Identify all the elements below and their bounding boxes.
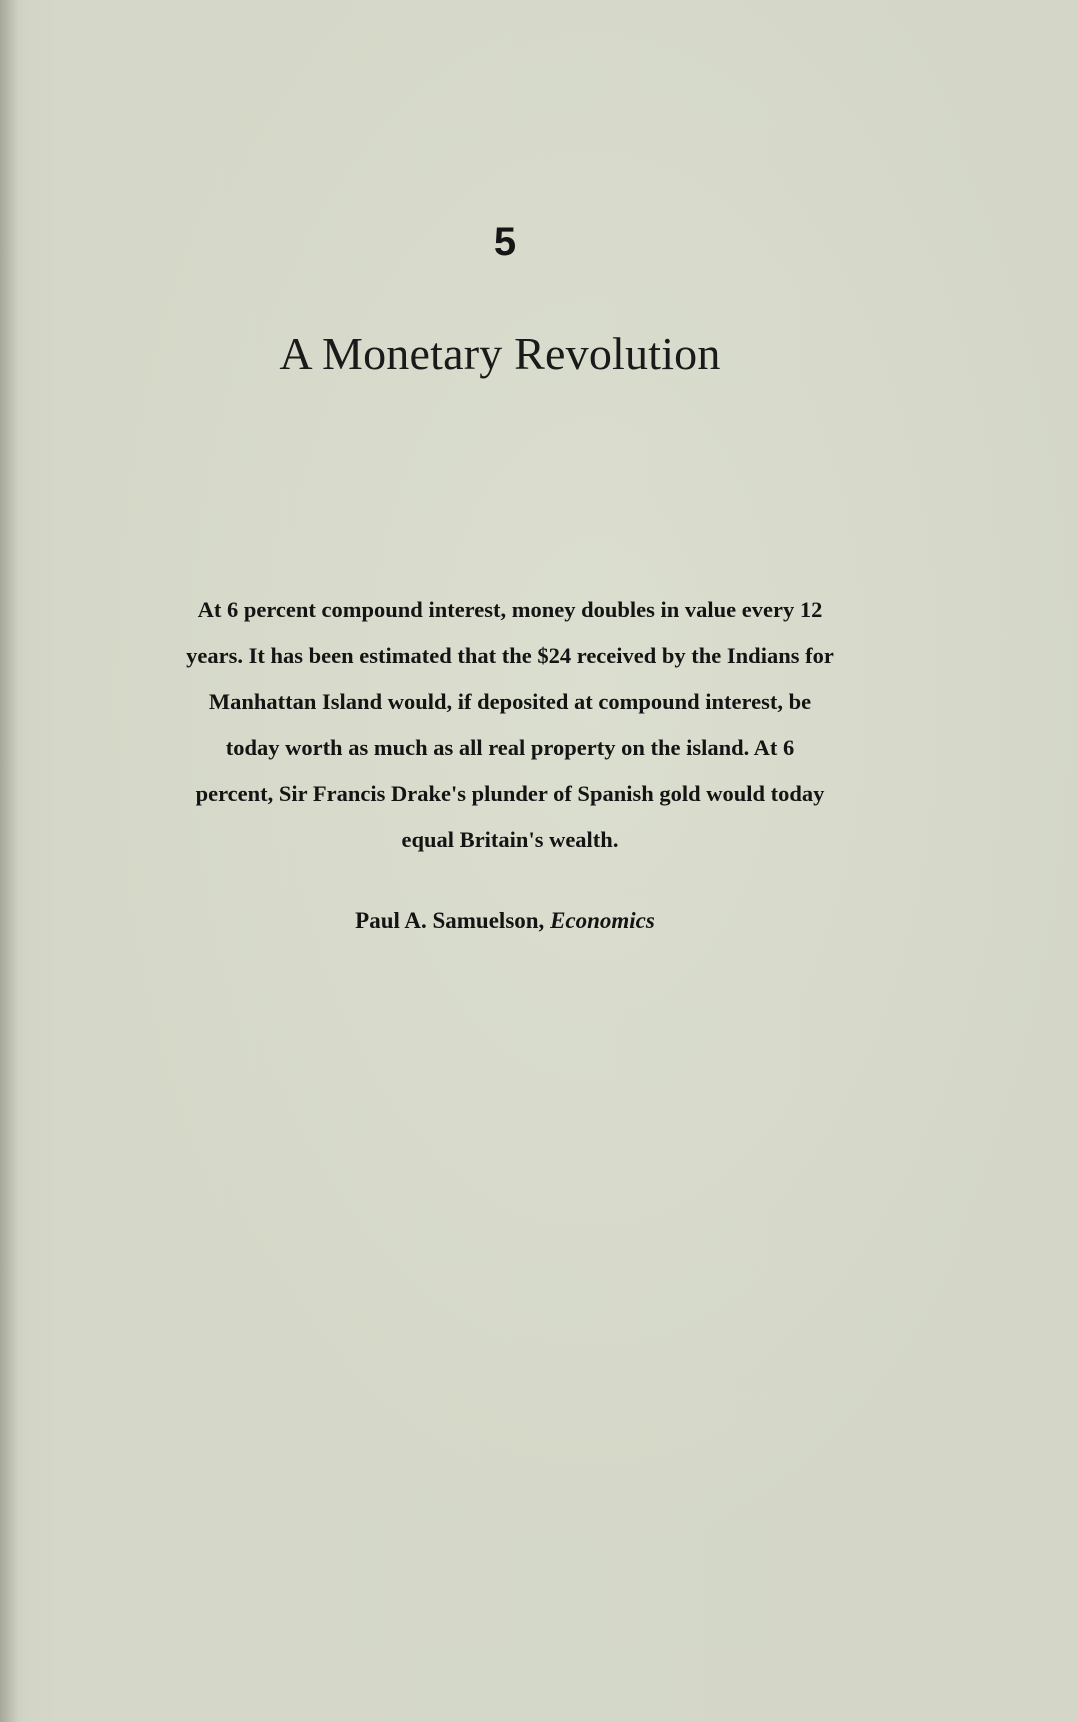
chapter-number: 5 xyxy=(493,220,517,264)
epigraph-attribution xyxy=(0,905,1010,937)
epigraph-line: equal Britain's wealth. xyxy=(401,827,619,852)
epigraph-quote xyxy=(120,587,900,863)
epigraph-line: Manhattan Island would, if deposited at compound interest, be xyxy=(208,689,812,714)
attribution-work-title: Economics xyxy=(550,908,655,933)
epigraph-line: today worth as much as all real property on the island. At 6 xyxy=(225,735,795,760)
chapter-title: A Monetary Revolution xyxy=(279,328,721,379)
epigraph-line: percent, Sir Francis Drake's plunder of Spanish gold would today xyxy=(195,781,825,806)
attribution-author: Paul A. Samuelson, xyxy=(355,908,545,933)
epigraph-line: At 6 percent compound interest, money doubles in value every 12 xyxy=(197,597,823,622)
epigraph-line: years. It has been estimated that the $24 received by the Indians for xyxy=(186,643,834,668)
